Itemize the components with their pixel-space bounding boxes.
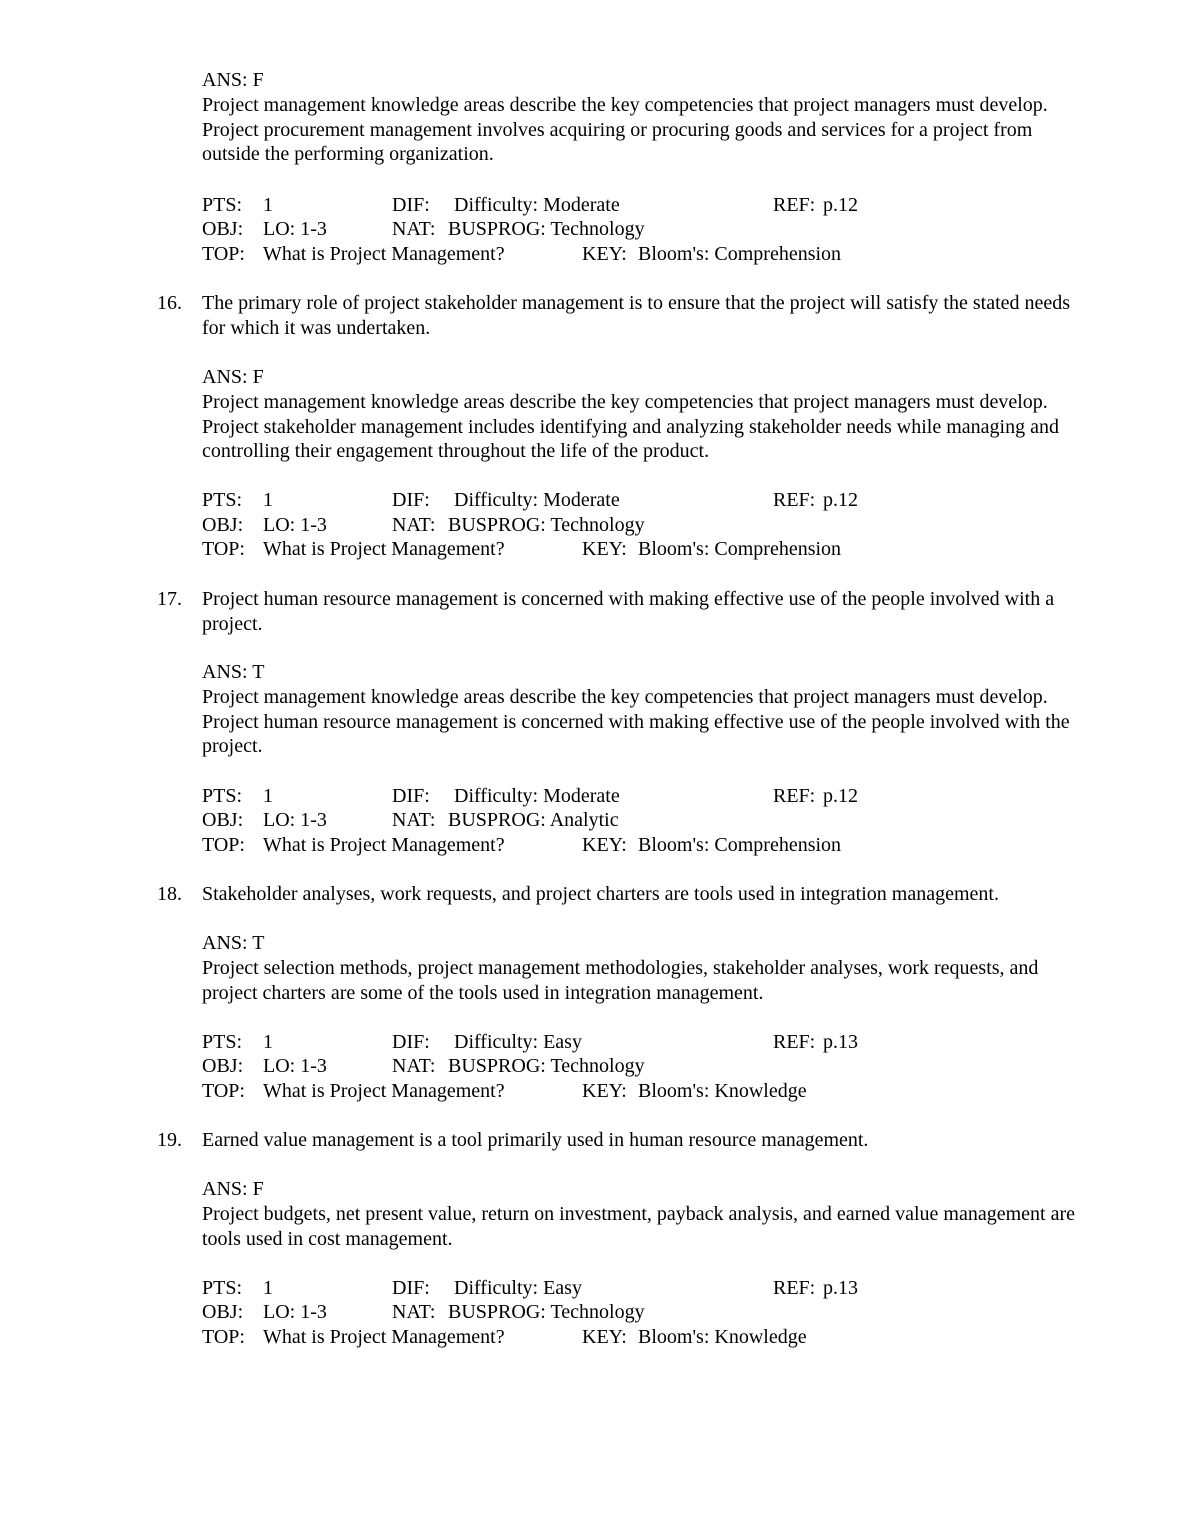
dif-label: DIF: xyxy=(392,1277,430,1299)
pts-label: PTS: xyxy=(202,785,243,807)
dif-value: Difficulty: Moderate xyxy=(454,489,620,511)
meta-row-pts xyxy=(202,1276,962,1301)
key-label: KEY: xyxy=(582,1326,627,1348)
dif-label: DIF: xyxy=(392,489,430,511)
answer-explanation: Project selection methods, project management methodologies, stakeholder analyses, work requests, and project charters are some of the tools used in integration management. xyxy=(202,957,1039,1004)
answer-explanation: Project management knowledge areas describe the key competencies that project managers must develop. Project human resource management is concerned with making effective use of the people involved with the project. xyxy=(202,686,1070,758)
obj-value: LO: 1-3 xyxy=(263,1301,327,1323)
top-label: TOP: xyxy=(202,834,245,856)
top-label: TOP: xyxy=(202,1080,245,1102)
meta-row-top xyxy=(202,833,962,858)
obj-label: OBJ: xyxy=(202,1301,244,1323)
top-value: What is Project Management? xyxy=(263,1326,505,1348)
meta-row-obj xyxy=(202,217,962,242)
nat-value: BUSPROG: Technology xyxy=(448,1055,645,1077)
meta-row-obj xyxy=(202,1300,962,1325)
key-value: Bloom's: Knowledge xyxy=(638,1326,807,1348)
nat-label: NAT: xyxy=(392,218,436,240)
pts-label: PTS: xyxy=(202,194,243,216)
pts-label: PTS: xyxy=(202,1031,243,1053)
meta-row-pts xyxy=(202,488,962,513)
answer-key: ANS: F xyxy=(202,69,264,91)
ref-value: p.12 xyxy=(823,785,858,807)
obj-value: LO: 1-3 xyxy=(263,218,327,240)
meta-row-top xyxy=(202,1325,962,1350)
key-label: KEY: xyxy=(582,834,627,856)
key-label: KEY: xyxy=(582,1080,627,1102)
nat-label: NAT: xyxy=(392,1301,436,1323)
nat-value: BUSPROG: Technology xyxy=(448,514,645,536)
top-value: What is Project Management? xyxy=(263,1080,505,1102)
obj-label: OBJ: xyxy=(202,1055,244,1077)
obj-label: OBJ: xyxy=(202,514,244,536)
nat-label: NAT: xyxy=(392,514,436,536)
dif-value: Difficulty: Easy xyxy=(454,1277,582,1299)
question-text: The primary role of project stakeholder management is to ensure that the project will satisfy the stated needs for which it was undertaken. xyxy=(202,292,1071,339)
meta-row-obj xyxy=(202,1054,962,1079)
meta-row-top xyxy=(202,1079,962,1104)
key-value: Bloom's: Comprehension xyxy=(638,243,842,265)
meta-row-pts xyxy=(202,784,962,809)
dif-value: Difficulty: Easy xyxy=(454,1031,582,1053)
key-label: KEY: xyxy=(582,243,627,265)
question-number: 17. xyxy=(157,588,182,610)
nat-label: NAT: xyxy=(392,1055,436,1077)
dif-label: DIF: xyxy=(392,1031,430,1053)
ref-label: REF: xyxy=(773,194,816,216)
nat-value: BUSPROG: Technology xyxy=(448,218,645,240)
pts-value: 1 xyxy=(263,1031,273,1053)
pts-value: 1 xyxy=(263,194,273,216)
key-value: Bloom's: Comprehension xyxy=(638,834,842,856)
pts-value: 1 xyxy=(263,1277,273,1299)
nat-value: BUSPROG: Technology xyxy=(448,1301,645,1323)
ref-value: p.12 xyxy=(823,194,858,216)
meta-row-obj xyxy=(202,808,962,833)
ref-value: p.13 xyxy=(823,1277,858,1299)
meta-row-pts xyxy=(202,193,962,218)
obj-label: OBJ: xyxy=(202,809,244,831)
nat-label: NAT: xyxy=(392,809,436,831)
answer-explanation: Project management knowledge areas describe the key competencies that project managers must develop. Project procurement management involves acquiring or procuring goods and services for a project from outside the performing organization. xyxy=(202,94,1048,166)
obj-value: LO: 1-3 xyxy=(263,809,327,831)
top-label: TOP: xyxy=(202,538,245,560)
meta-row-top xyxy=(202,537,962,562)
ref-value: p.13 xyxy=(823,1031,858,1053)
key-value: Bloom's: Comprehension xyxy=(638,538,842,560)
question-text: Project human resource management is concerned with making effective use of the people involved with a project. xyxy=(202,588,1055,635)
top-value: What is Project Management? xyxy=(263,834,505,856)
question-number: 16. xyxy=(157,292,182,314)
pts-label: PTS: xyxy=(202,489,243,511)
ref-label: REF: xyxy=(773,1277,816,1299)
dif-value: Difficulty: Moderate xyxy=(454,785,620,807)
dif-value: Difficulty: Moderate xyxy=(454,194,620,216)
answer-key: ANS: F xyxy=(202,366,264,388)
ref-label: REF: xyxy=(773,1031,816,1053)
meta-row-obj xyxy=(202,513,962,538)
answer-key: ANS: T xyxy=(202,932,265,954)
answer-key: ANS: T xyxy=(202,661,265,683)
obj-value: LO: 1-3 xyxy=(263,1055,327,1077)
answer-key: ANS: F xyxy=(202,1178,264,1200)
obj-value: LO: 1-3 xyxy=(263,514,327,536)
top-value: What is Project Management? xyxy=(263,538,505,560)
nat-value: BUSPROG: Analytic xyxy=(448,809,619,831)
key-label: KEY: xyxy=(582,538,627,560)
dif-label: DIF: xyxy=(392,785,430,807)
answer-explanation: Project budgets, net present value, return on investment, payback analysis, and earned value management are tools used in cost management. xyxy=(202,1203,1076,1250)
question-number: 18. xyxy=(157,883,182,905)
pts-label: PTS: xyxy=(202,1277,243,1299)
meta-row-top xyxy=(202,242,962,267)
question-text: Stakeholder analyses, work requests, and project charters are tools used in integration management. xyxy=(202,883,999,905)
ref-value: p.12 xyxy=(823,489,858,511)
pts-value: 1 xyxy=(263,489,273,511)
key-value: Bloom's: Knowledge xyxy=(638,1080,807,1102)
pts-value: 1 xyxy=(263,785,273,807)
ref-label: REF: xyxy=(773,785,816,807)
dif-label: DIF: xyxy=(392,194,430,216)
ref-label: REF: xyxy=(773,489,816,511)
top-label: TOP: xyxy=(202,243,245,265)
answer-explanation: Project management knowledge areas describe the key competencies that project managers must develop. Project stakeholder management includes identifying and analyzing stakeholder needs while managing and controlling their engagement throughout the life of the product. xyxy=(202,391,1059,463)
question-number: 19. xyxy=(157,1129,182,1151)
meta-row-pts xyxy=(202,1030,962,1055)
top-value: What is Project Management? xyxy=(263,243,505,265)
question-text: Earned value management is a tool primarily used in human resource management. xyxy=(202,1129,869,1151)
obj-label: OBJ: xyxy=(202,218,244,240)
top-label: TOP: xyxy=(202,1326,245,1348)
